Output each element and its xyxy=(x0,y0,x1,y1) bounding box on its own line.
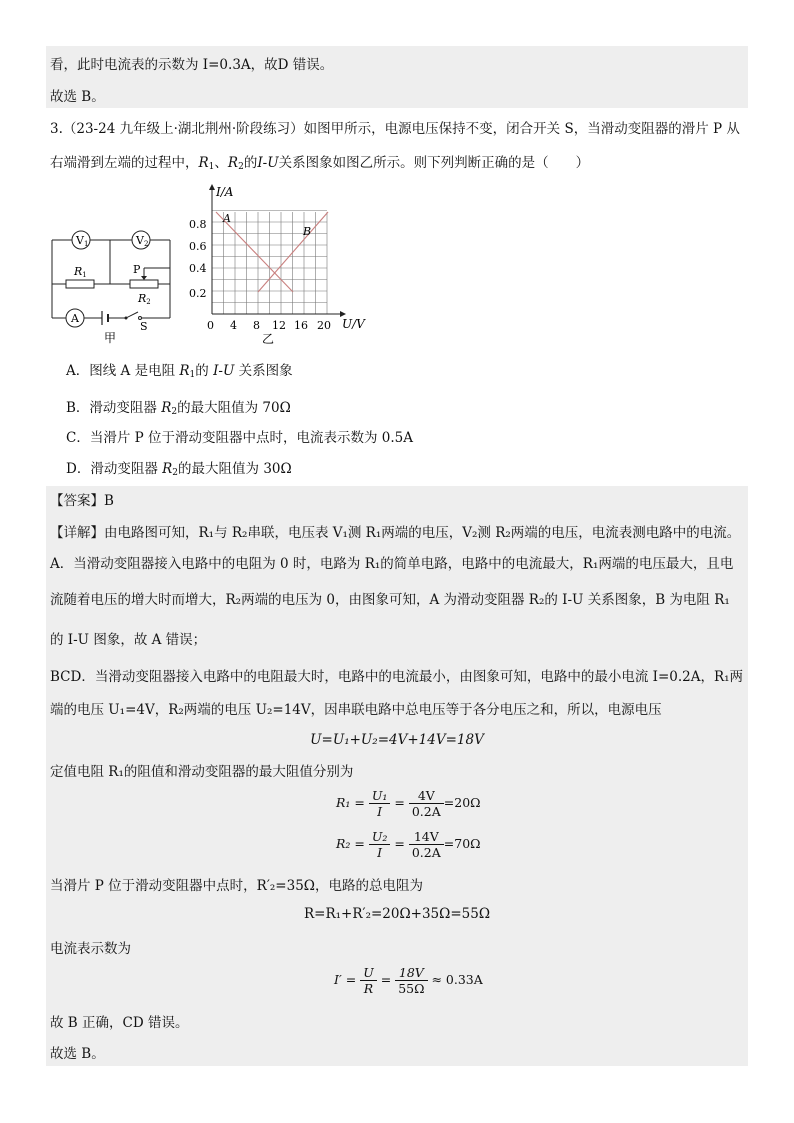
r2-label: R2 xyxy=(138,292,151,306)
x-axis-label: U/V xyxy=(342,317,365,331)
option-d-text: D．滑动变阻器 xyxy=(66,461,163,477)
option-d[interactable]: D．滑动变阻器 $R_2$的最大阻值为 30Ω xyxy=(66,461,292,478)
previous-solution-line: 看，此时电流表的示数为 I=0.3A，故D 错误。 xyxy=(50,57,334,73)
x-tick-label: 16 xyxy=(294,319,308,332)
slider-arrow xyxy=(141,276,147,280)
slider-p-label: P xyxy=(133,263,141,276)
stem-text: 的 xyxy=(243,155,258,171)
r1-label: R1 xyxy=(74,265,87,279)
equation-r2: R₂ = $\frac{\text{U₂}}{I}$ = $\frac{14V}{0.2A}$ =70Ω xyxy=(336,829,481,860)
detail-paragraph-6: 故 B 正确，CD 错误。 xyxy=(50,1015,189,1031)
graph-caption: 乙 xyxy=(262,332,275,346)
x-tick-label: 0 xyxy=(207,319,214,332)
final-answer: 故选 B。 xyxy=(50,1046,105,1062)
equation-current: I′ = $\frac{U}{R}$ = $\frac{18V}{55\Omega}$ ≈ 0.33A xyxy=(334,965,483,996)
y-tick-label: 0.4 xyxy=(189,262,207,275)
detail-paragraph-a1: A．当滑动变阻器接入电路中的电阻为 0 时，电路为 R₁的简单电路，电路中的电流最大，R₁两端的电压最大，且电 xyxy=(50,556,734,572)
line-b xyxy=(258,212,328,292)
iu-graph xyxy=(189,184,366,346)
voltmeter-v1-label: V1 xyxy=(76,234,89,248)
line-a-label: A xyxy=(223,212,231,225)
detail-paragraph-a3: 的 I-U 图象，故 A 错误； xyxy=(50,632,207,648)
question-stem-line2: 右端滑到左端的过程中，$R_1$、$R_2$的I-U关系图象如图乙所示。则下列判断正确的是（ ） xyxy=(50,155,590,172)
detail-paragraph-b2: 端的电压 U₁=4V，R₂两端的电压 U₂=14V，因串联电路中总电压等于各分电压之和，所以，电源电压 xyxy=(50,702,662,718)
option-d-text: 的最大阻值为 30Ω xyxy=(178,461,292,477)
option-a-text: 关系图象 xyxy=(234,363,293,379)
voltmeter-v2-label: V2 xyxy=(136,234,149,248)
stem-text: 右端滑到左端的过程中， xyxy=(50,155,199,171)
switch-s-label: S xyxy=(140,320,148,333)
stem-text: 关系图象如图乙所示。则下列判断正确的是（ ） xyxy=(278,155,590,171)
y-tick-label: 0.8 xyxy=(189,218,207,231)
detail-paragraph-1: 【详解】由电路图可知，R₁与 R₂串联，电压表 V₁测 R₁两端的电压，V₂测 R₂两端的电压，电流表测电路中的电流。 xyxy=(50,525,741,541)
question-stem-line1: 3.（23-24 九年级上·湖北荆州·阶段练习）如图甲所示，电源电压保持不变，闭合开关 S，当滑动变阻器的滑片 P 从 xyxy=(50,121,740,137)
option-b-text: B．滑动变阻器 xyxy=(66,400,162,416)
option-b[interactable]: B．滑动变阻器 $R_2$的最大阻值为 70Ω xyxy=(66,400,291,417)
line-b-label: B xyxy=(303,225,312,238)
ammeter-label: A xyxy=(71,312,79,325)
y-tick-label: 0.6 xyxy=(189,240,207,253)
option-a-text: A．图线 A 是电阻 xyxy=(66,363,180,379)
detail-paragraph-3: 定值电阻 R₁的阻值和滑动变阻器的最大阻值分别为 xyxy=(50,764,354,780)
x-tick-label: 4 xyxy=(230,319,237,332)
circuit-diagram xyxy=(52,231,170,327)
x-tick-label: 20 xyxy=(317,319,331,332)
equation-r1: R₁ = $\frac{\text{U₁}}{I}$ = $\frac{4V}{0.2A}$ =20Ω xyxy=(336,788,481,819)
answer-label: 【答案】B xyxy=(50,493,114,509)
option-a[interactable]: A．图线 A 是电阻 $R_1$的 I-U 关系图象 xyxy=(66,363,293,380)
r1-symbol: R xyxy=(198,155,209,171)
option-c[interactable]: C．当滑片 P 位于滑动变阻器中点时，电流表示数为 0.5A xyxy=(66,430,414,446)
detail-paragraph-b1: BCD．当滑动变阻器接入电路中的电阻最大时，电路中的电流最小，由图象可知，电路中的最小电流 I=0.2A，R₁两 xyxy=(50,669,744,685)
detail-paragraph-a2: 流随着电压的增大时而增大，R₂两端的电压为 0，由图象可知，A 为滑动变阻器 R₂的 I-U 关系图象，B 为电阻 R₁ xyxy=(50,592,730,608)
x-tick-label: 12 xyxy=(272,319,286,332)
equation-total-voltage: U=U₁+U₂=4V+14V=18V xyxy=(310,732,484,748)
y-tick-label: 0.2 xyxy=(189,287,207,300)
x-tick-label: 8 xyxy=(253,319,260,332)
question-figure xyxy=(44,180,384,350)
option-b-text: 的最大阻值为 70Ω xyxy=(177,400,291,416)
switch-contact xyxy=(125,317,128,320)
equation-total-resistance: R=R₁+R′₂=20Ω+35Ω=55Ω xyxy=(303,906,491,922)
detail-paragraph-4: 当滑片 P 位于滑动变阻器中点时，R′₂=35Ω，电路的总电阻为 xyxy=(50,878,423,894)
y-axis-label: I/A xyxy=(216,185,234,199)
detail-label: 【详解】 xyxy=(50,525,104,541)
previous-solution-conclusion: 故选 B。 xyxy=(50,89,105,105)
circuit-caption: 甲 xyxy=(104,331,117,345)
detail-paragraph-5: 电流表示数为 xyxy=(50,941,131,957)
r2-symbol: R xyxy=(227,155,239,171)
y-axis-arrow xyxy=(209,184,215,190)
